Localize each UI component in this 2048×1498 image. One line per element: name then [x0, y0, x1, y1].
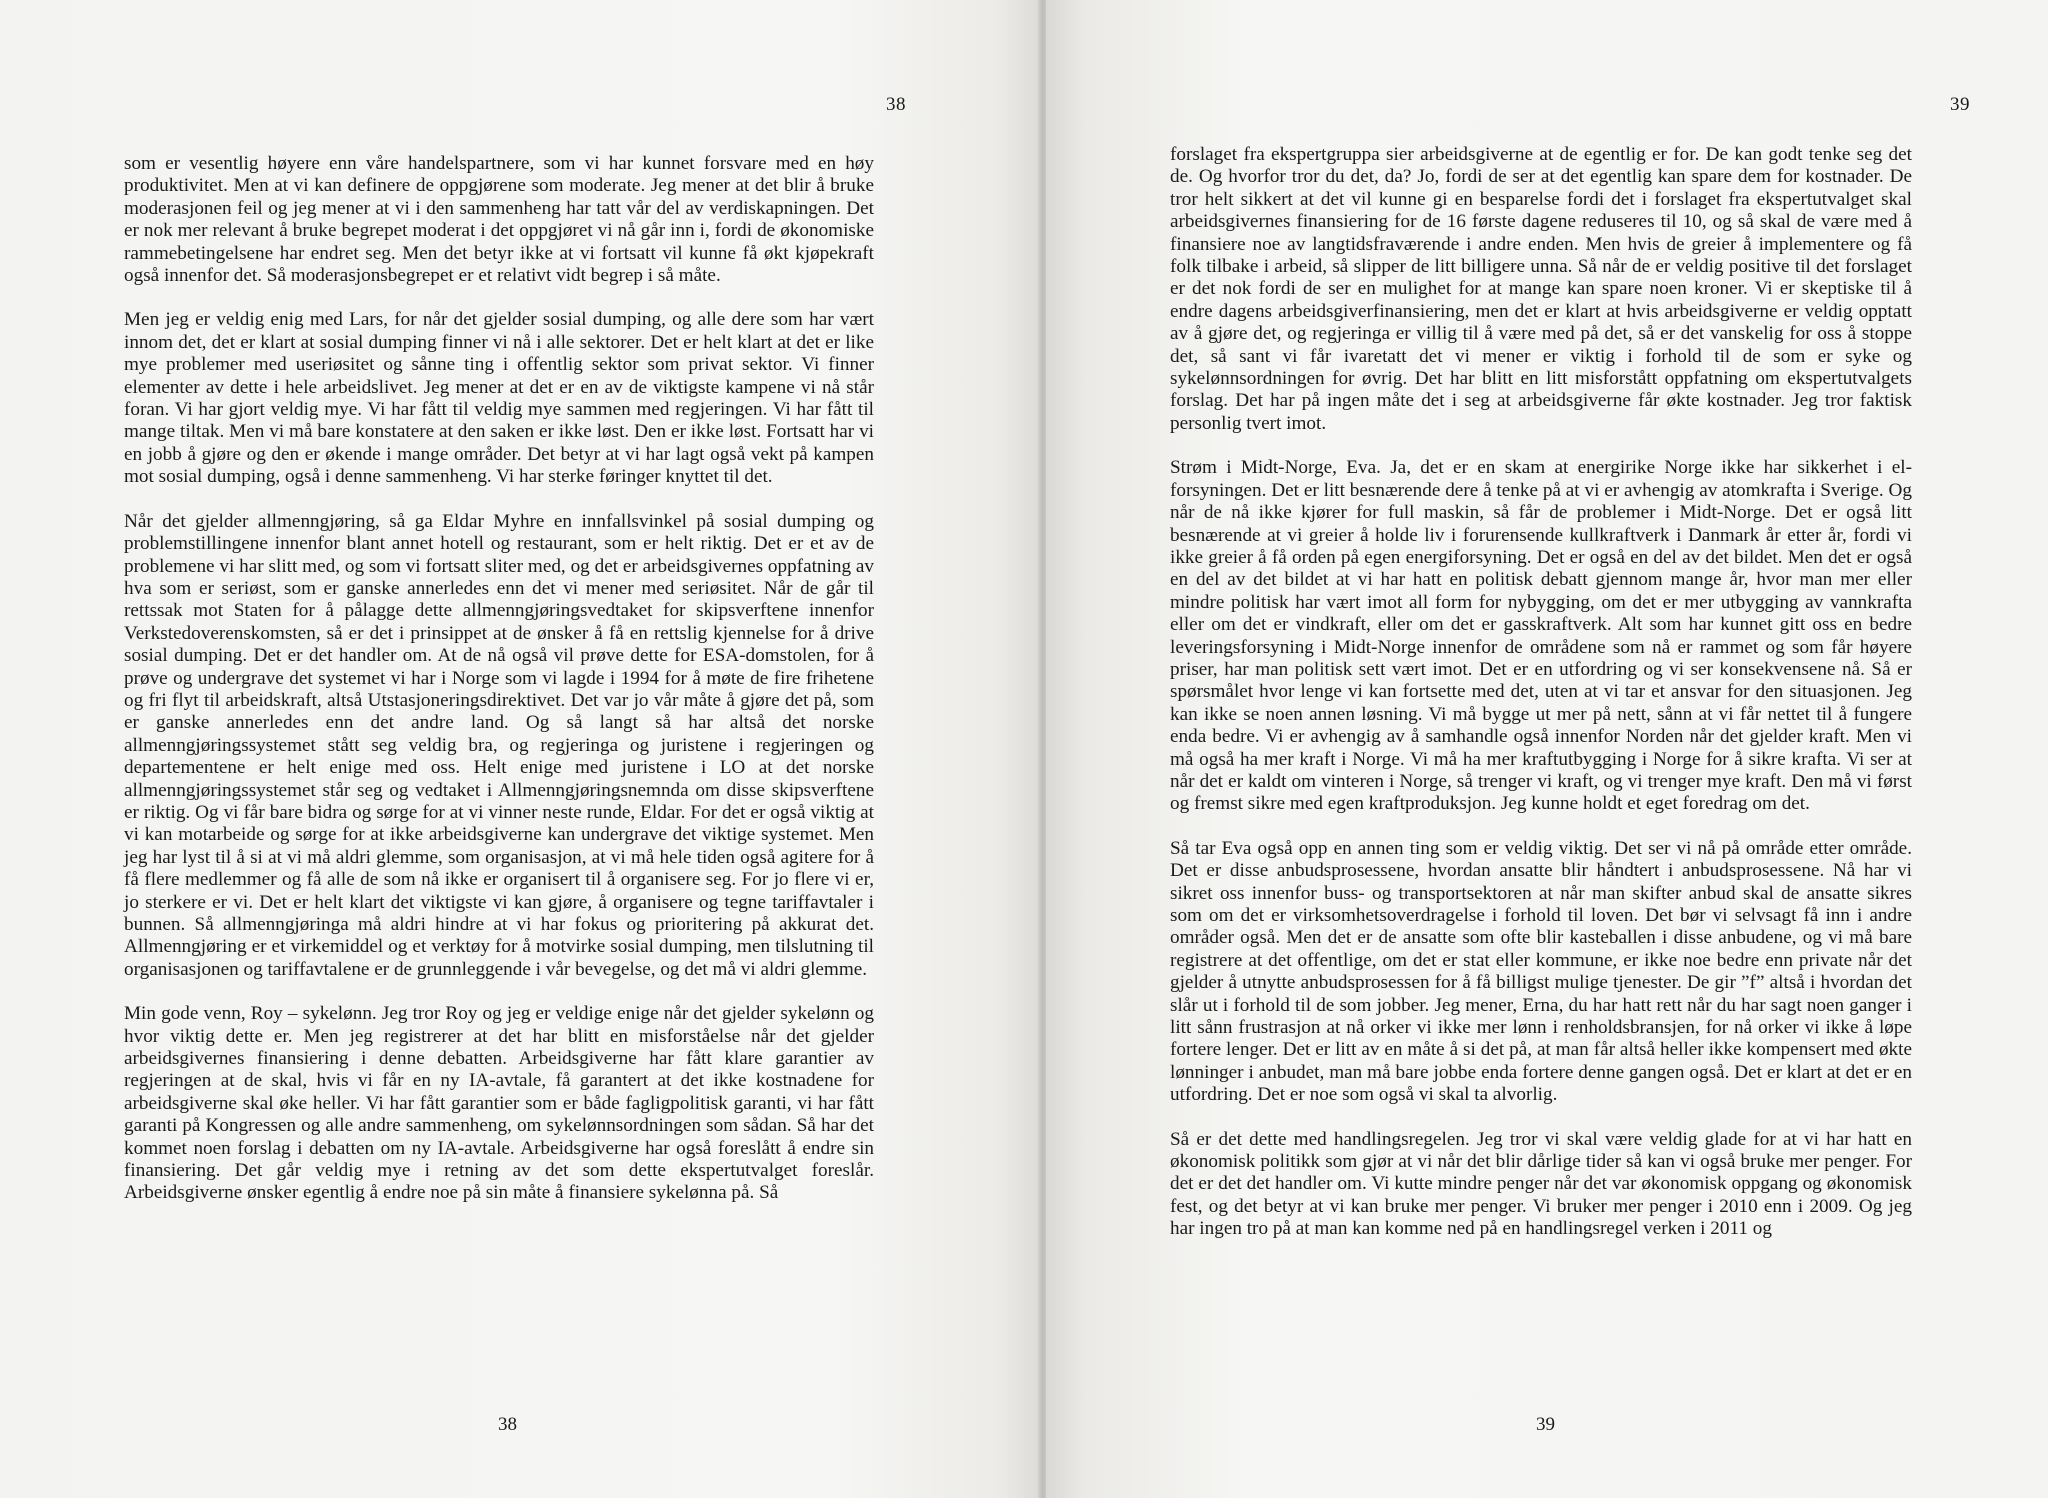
right-page [1046, 0, 2048, 1498]
paragraph: som er vesentlig høyere enn våre handelspartnere, som vi har kunnet forsvare med en høy produktivitet. Men at vi kan definere de oppgjørene som moderate. Jeg mener at det blir å bruke moderasjonen feil og jeg mener at vi i den sammenheng har tatt vår del av verdiskapningen. Det er nok mer relevant å bruke begrepet moderat i det oppgjøret vi nå går inn i, fordi de økonomiske rammebetingelsene har endret seg. Men det betyr ikke at vi fortsatt vil kunne få økt kjøpekraft også innenfor det. Så moderasjonsbegrepet er et relativt vidt begrep i så måte. [124, 153, 874, 287]
page-body [1170, 144, 1912, 1263]
page-number-header: 39 [1950, 94, 1970, 115]
page-body [124, 153, 874, 1227]
paragraph: Men jeg er veldig enig med Lars, for når det gjelder sosial dumping, og alle dere som har vært innom det, det er klart at sosial dumping finner vi nå i alle sektorer. Det er helt klart at det er like mye problemer med useriøsitet og sånne ting i offentlig sektor som privat sektor. Vi finner elementer av dette i hele arbeidslivet. Jeg mener at det er en av de viktigste kampene vi nå står foran. Vi har gjort veldig mye. Vi har fått til veldig mye sammen med regjeringen. Vi har fått til mange tiltak. Men vi må bare konstatere at den saken er ikke løst. Den er ikke løst. Fortsatt har vi en jobb å gjøre og den er økende i mange områder. Det betyr at vi har lagt også vekt på kampen mot sosial dumping, også i denne sammenheng. Vi har sterke føringer knyttet til det. [124, 309, 874, 488]
paragraph: Så tar Eva også opp en annen ting som er veldig viktig. Det ser vi nå på område etter område. Det er disse anbudsprosessene, hvordan ansatte blir håndtert i anbudsprosessene. Nå har vi sikret oss innenfor buss- og transportsektoren at når man skifter anbud skal de ansatte sikres som om det er virksomhetsoverdragelse i forhold til loven. Det bør vi selvsagt få inn i andre områder også. Men det er de ansatte som ofte blir kasteballen i disse anbudene, og vi må bare registrere at det offentlige, om det er stat eller kommune, er ikke noe bedre enn private når det gjelder å utnytte anbudsprosessen for å få billigst mulige tjenester. De gir ”f” altså i hvordan det slår ut i forhold til de som jobber. Jeg mener, Erna, du har hatt rett når du har sagt noen ganger i litt sånn frustrasjon at nå orker vi ikke mer lønn i renholdsbransjen, for nå orker vi ikke å løpe fortere lenger. Det er litt av en måte å si det på, at man får altså heller ikke kompensert med økte lønninger i anbudet, man må bare jobbe enda fortere denne gangen også. Det er klart at det er en utfordring. Det er noe som også vi skal ta alvorlig. [1170, 837, 1912, 1106]
paragraph: forslaget fra ekspertgruppa sier arbeidsgiverne at de egentlig er for. De kan godt tenke seg det de. Og hvorfor tror du det, da? Jo, fordi de ser at det egentlig kan spare dem for kostnader. De tror helt sikkert at det vil kunne gi en besparelse fordi det i forslaget fra ekspertutvalget skal arbeidsgivernes finansiering for de 16 første dagene reduseres til 10, og så skal de være med å finansiere noe av langtidsfraværende i andre enden. Men hvis de greier å implementere og få folk tilbake i arbeid, så slipper de litt billigere unna. Så når de er veldig positive til det forslaget er det nok fordi de ser en mulighet for at mange kan spare noen kroner. Vi er skeptiske til å endre dagens arbeidsgiverfinansiering, men det er klart at hvis arbeidsgiverne er veldig opptatt av å gjøre det, og regjeringa er villig til å være med på det, så er det vanskelig for oss å stoppe det, så sant vi får ivaretatt det vi mener er viktig i forhold til de som er syke og sykelønnsordningen for øvrig. Det har blitt en litt misforstått oppfatning om ekspertutvalgets forslag. Det har på ingen måte det i seg at arbeidsgiverne får økte kostnader. Jeg tror faktisk personlig tvert imot. [1170, 144, 1912, 434]
page-number-header: 38 [886, 94, 906, 115]
paragraph: Strøm i Midt-Norge, Eva. Ja, det er en skam at energirike Norge ikke har sikkerhet i el-forsyningen. Det er litt besnærende dere å tenke på at vi er avhengig av atomkrafta i Sverige. Og når de nå ikke kjører for full maskin, så får de problemer i Midt-Norge. Det er også litt besnærende at vi greier å holde liv i forurensende kullkraftverk i Danmark år etter år, fordi vi ikke greier å få orden på egen energiforsyning. Det er også en del av det bildet. Men det er også en del av det bildet at vi har hatt en politisk debatt gjennom mange år, hvor man mer eller mindre politisk har vært imot all form for nybygging, om det er mer utbygging av vannkrafta eller om det er vindkraft, eller om det er gasskraftverk. Alt som har kunnet gitt oss en bedre leveringsforsyning i Midt-Norge innenfor de områdene som nå er rammet og som får høyere priser, har man politisk sett vært imot. Det er en utfordring og vi ser konsekvensene nå. Så er spørsmålet hvor lenge vi kan fortsette med det, uten at vi tar et ansvar for den situasjonen. Jeg kan ikke se noen annen løsning. Vi må bygge ut mer på nett, sånn at vi får nettet til å fungere enda bedre. Vi er avhengig av å samhandle også innenfor Norden når det gjelder kraft. Men vi må også ha mer kraft i Norge. Vi må ha mer kraftutbygging i Norge for å sikre krafta. Vi ser at når det er kaldt om vinteren i Norge, så trenger vi kraft, og vi trenger mye kraft. Den må vi først og fremst sikre med egen kraftproduksjon. Jeg kunne holdt et eget foredrag om det. [1170, 457, 1912, 815]
paragraph: Min gode venn, Roy – sykelønn. Jeg tror Roy og jeg er veldige enige når det gjelder sykelønn og hvor viktig dette er. Men jeg registrerer at det har blitt en misforståelse når det gjelder arbeidsgivernes finansiering i denne debatten. Arbeidsgiverne har fått klare garantier av regjeringen at de skal, hvis vi får en ny IA-avtale, få garantert at det ikke kostnadene for arbeidsgiverne skal øke heller. Vi har fått garantier som er både fagligpolitisk garanti, vi har fått garanti på Kongressen og alle andre sammenheng, om sykelønnsordningen som sådan. Så har det kommet noen forslag i debatten om ny IA-avtale. Arbeidsgiverne har også foreslått å endre sin finansiering. Det går veldig mye i retning av det som dette ekspertutvalget foreslår. Arbeidsgiverne ønsker egentlig å endre noe på sin måte å finansiere sykelønna på. Så [124, 1003, 874, 1204]
page-number-footer: 38 [498, 1414, 517, 1435]
paragraph: Når det gjelder allmenngjøring, så ga Eldar Myhre en innfallsvinkel på sosial dumping og problemstillingene innenfor blant annet hotell og restaurant, som er helt riktig. Det er et av de problemene vi har slitt med, og som vi fortsatt sliter med, og det er arbeidsgivernes oppfatning av hva som er seriøst, som er ganske annerledes enn det vi mener med seriøsitet. Når de går til rettssak mot Staten for å pålagge dette allmenngjøringsvedtaket for skipsverftene innenfor Verkstedoverenskomsten, så er det i prinsippet at de ønsker å få en rettslig kjennelse for å drive sosial dumping. Det er det handler om. At de nå også vil prøve dette for ESA-domstolen, for å prøve og undergrave det systemet vi har i Norge som vi lagde i 1994 for å møte de fire frihetene og fri flyt til arbeidskraft, altså Utstasjoneringsdirektivet. Det var jo vår måte å gjøre det på, som er ganske annerledes enn det andre land. Og så langt så har altså det norske allmenngjøringssystemet stått seg veldig bra, og regjeringa og juristene i regjeringen og departementene er helt enige med oss. Helt enige med juristene i LO at det norske allmenngjøringssystemet står seg og vedtaket i Allmenngjøringsnemnda om disse skipsverftene er riktig. Og vi får bare bidra og sørge for at vi vinner neste runde, Eldar. For det er også viktig at vi kan motarbeide og sørge for at ikke arbeidsgiverne kan undergrave det viktige systemet. Men jeg har lyst til å si at vi må aldri glemme, som organisasjon, at vi må hele tiden også agitere for å få flere medlemmer og få alle de som nå ikke er organisert til å organisere seg. For jo flere vi er, jo sterkere er vi. Det er helt klart det viktigste vi kan gjøre, å organisere og tegne tariffavtaler i bunnen. Så allmenngjøringa må aldri hindre at vi har fokus og prioritering på akkurat det. Allmenngjøring er et virkemiddel og et verktøy for å motvirke sosial dumping, men tilslutning til organisasjonen og tariffavtalene er de grunnleggende i vår bevegelse, og det må vi aldri glemme. [124, 510, 874, 980]
paragraph: Så er det dette med handlingsregelen. Jeg tror vi skal være veldig glade for at vi har hatt en økonomisk politikk som gjør at vi når det blir dårlige tider så kan vi også bruke mer penger. For det er det det handler om. Vi kutte mindre penger når det var økonomisk oppgang og økonomisk fest, og det betyr at vi kan bruke mer penger. Vi bruker mer penger i 2010 enn i 2009. Og jeg har ingen tro på at man kan komme ned på en handlingsregel verken i 2011 og [1170, 1128, 1912, 1240]
page-number-footer: 39 [1536, 1414, 1555, 1435]
